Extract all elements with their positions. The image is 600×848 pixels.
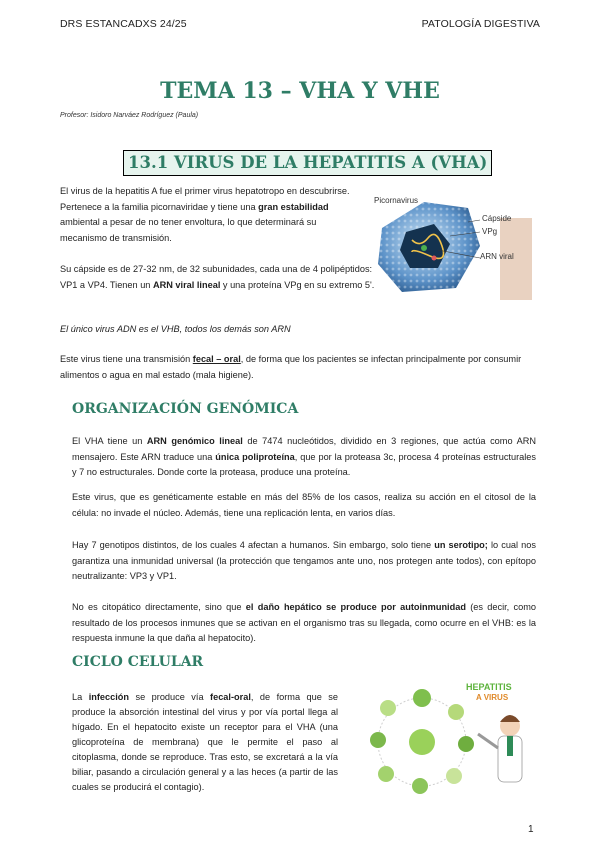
hepatitis-cycle-illustration: [360, 678, 536, 798]
picornavirus-figure: [372, 188, 532, 300]
intro-note: El único virus ADN es el VHB, todos los demás son ARN: [60, 324, 291, 334]
header-left: DRS ESTANCADXS 24/25: [60, 18, 187, 30]
intro-paragraph-1: El virus de la hepatitis A fue el primer virus hepatotropo en descubrirse. Pertenece a la familia picornaviridae y tiene una gran estabilidad ambiental a pesar de no tener envoltura, lo que determinará su mecanismo de transmisión.: [60, 186, 350, 243]
hepatitis-cycle-figure: [360, 678, 536, 798]
subheading-organizacion: ORGANIZACIÓN GENÓMICA: [72, 401, 299, 417]
figure-hepatitis-title: HEPATITIS: [466, 682, 512, 692]
figure-label-capside: Cápside: [482, 214, 512, 223]
page-title: TEMA 13 – VHA Y VHE: [160, 78, 440, 104]
org-paragraph-4: No es citopático directamente, sino que el daño hepático se produce por autoinmunidad (es decir, como resultado de los procesos inmunes que se activan en el organismo tras su llegada, como ocurre en el VHB: es la respuesta inmune la que daña al hepatocito).: [72, 602, 536, 643]
figure-hepatitis-subtitle: A VIRUS: [476, 693, 509, 702]
section-heading: 13.1 VIRUS DE LA HEPATITIS A (VHA): [123, 150, 492, 176]
header-right: PATOLOGÍA DIGESTIVA: [421, 18, 540, 30]
figure-label-vpg: VPg: [482, 227, 498, 236]
figure-title: Picornavirus: [374, 196, 419, 205]
subheading-ciclo: CICLO CELULAR: [72, 654, 204, 670]
ciclo-paragraph-1: La infección se produce vía fecal-oral, de forma que se produce la absorción intestinal del virus y por vía portal llega al hígado. En el hepatocito existe un receptor para el VHA (una glicoproteína de membrana) que le permite el paso al citoplasma, donde se reproduce. Tras esto, se excretará a la vía biliar, pasando a circulación general y a las heces (a partir de las cuales se producirá el contagio).: [72, 692, 339, 792]
figure-label-arn: ARN viral: [480, 252, 514, 261]
org-paragraph-2: Este virus, que es genéticamente estable en más del 85% de los casos, realiza su acción en el citosol de la célula: no invade el núcleo. Además, tiene una replicación lenta, en varios días.: [72, 492, 536, 518]
intro-paragraph-2: Su cápside es de 27-32 nm, de 32 subunidades, cada una de 4 polipéptidos: VP1 a VP4. Tienen un ARN viral lineal y una proteína VPg en su extremo 5'.: [60, 264, 375, 290]
org-paragraph-3: Hay 7 genotipos distintos, de los cuales 4 afectan a humanos. Sin embargo, solo tiene un serotipo; lo cual nos garantiza una inmunidad universal (la protección que tengamos ante uno, nos protegen ante todos), con epítopo neutralizante: VP3 y VP1.: [72, 540, 536, 581]
intro-paragraph-4: Este virus tiene una transmisión fecal – oral, de forma que los pacientes se infectan principalmente por consumir alimentos o agua en mal estado (mala higiene).: [60, 354, 522, 380]
page-number: 1: [528, 824, 534, 835]
org-paragraph-1: El VHA tiene un ARN genómico lineal de 7474 nucleótidos, dividido en 3 regiones, que actúa como ARN mensajero. Este ARN traduce una única poliproteína, que por la proteasa 3c, procesa 4 proteínas estructurales y 7 no estructurales. Donde corte la proteasa, produce una proteína.: [72, 436, 536, 477]
professor-line: Profesor: Isidoro Narváez Rodríguez (Paula): [60, 112, 199, 119]
